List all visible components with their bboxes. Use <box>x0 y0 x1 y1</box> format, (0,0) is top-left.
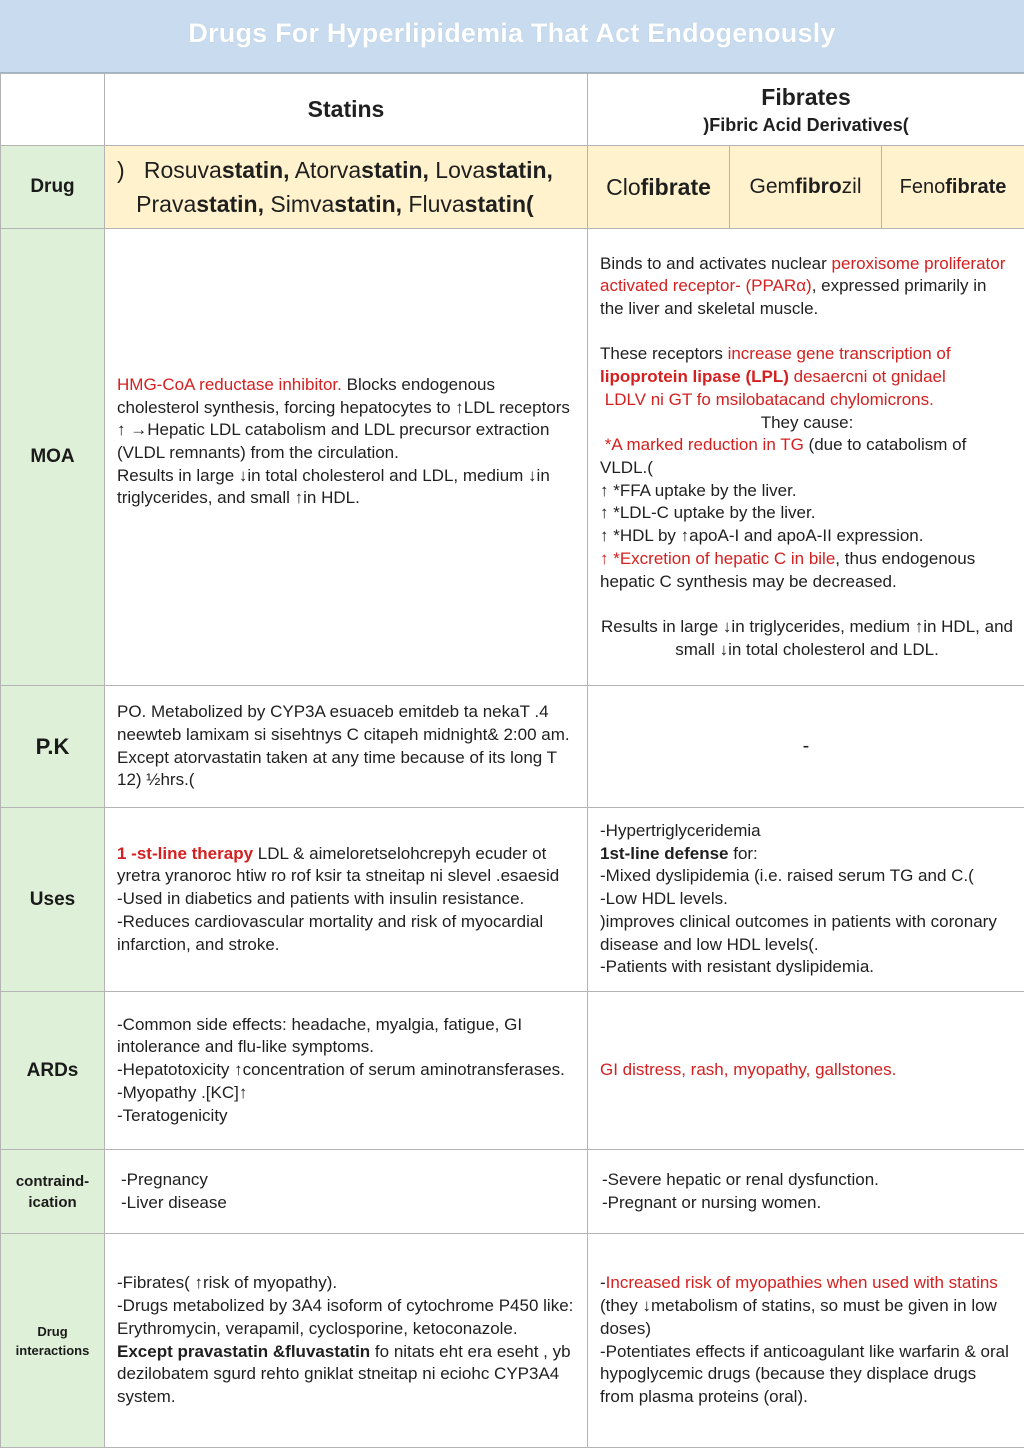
statins-header: Statins <box>105 74 588 146</box>
row-label-ards: ARDs <box>1 992 105 1150</box>
fibrates-title: Fibrates <box>761 83 851 110</box>
title-banner <box>0 0 1024 73</box>
drug-fenofibrate: Fenofibrate <box>882 146 1024 229</box>
ppar-highlight: peroxisome proliferator activated receptor- (PPARα) <box>600 253 1006 296</box>
fibrates-subtitle: )Fibric Acid Derivatives( <box>703 114 909 135</box>
row-label-interactions: Drug interactions <box>1 1234 105 1448</box>
row-label-uses: Uses <box>1 808 105 992</box>
row-label-pk: P.K <box>1 686 105 808</box>
drug-comparison-table <box>0 73 1024 1448</box>
row-label-moa: MOA <box>1 229 105 686</box>
drug-clofibrate: Clofibrate <box>588 146 730 229</box>
lpl-highlight: lipoprotein lipase (LPL) <box>600 367 789 387</box>
first-line-defense: 1st-line defense <box>600 843 729 863</box>
ards-row <box>1 992 1024 1150</box>
interactions-row <box>1 1234 1024 1448</box>
drug-simvastatin: Simvastatin, <box>270 191 403 217</box>
except-pravastatin: Except pravastatin &fluvastatin <box>117 1341 371 1361</box>
fibrates-interactions: -Increased risk of myopathies when used with statins (they ↓metabolism of statins, so must be given in low doses) -Potentiates effects if anticoagulant like warfarin & oral hypoglycemic drugs (because they displace drugs from plasma proteins (oral). <box>588 1234 1024 1448</box>
first-line-highlight: st-line therapy <box>136 843 254 863</box>
moa-row <box>1 229 1024 686</box>
statins-moa-results: Results in large ↓in total cholesterol and LDL, medium ↓in triglycerides, and small ↑in HDL. <box>117 465 550 508</box>
drug-atorvastatin: Atorvastatin, <box>294 157 429 183</box>
contraindication-row <box>1 1150 1024 1234</box>
statins-interactions: -Fibrates( ↑risk of myopathy). -Drugs metabolized by 3A4 isoform of cytochrome P450 like: Erythromycin, verapamil, cyclosporine, ketoconazole. Except pravastatin &fluvastatin fo nitats eht era eseht , yb dezilobatem sgurd rehto gniklat stneitap ni eciohc CYP3A4 system. <box>105 1234 588 1448</box>
myopathy-risk-highlight: Increased risk of myopathies when used with statins <box>605 1273 998 1293</box>
row-label-contraindication: contraind- ication <box>1 1150 105 1234</box>
corner-cell <box>1 74 105 146</box>
statins-drug-names <box>105 146 588 229</box>
drug-gemfibrozil: Gemfibrozil <box>730 146 882 229</box>
drug-pravastatin: Pravastatin, <box>136 191 264 217</box>
statins-contraindication: -Pregnancy -Liver disease <box>105 1150 588 1234</box>
hmg-coa-highlight: HMG-CoA reductase inhibitor. <box>117 374 342 394</box>
fibrates-contraindication: -Severe hepatic or renal dysfunction. -Pregnant or nursing women. <box>588 1150 1024 1234</box>
drug-row <box>1 146 1024 229</box>
header-row <box>1 74 1024 146</box>
pk-row <box>1 686 1024 808</box>
statins-moa: HMG-CoA reductase inhibitor. Blocks endogenous cholesterol synthesis, forcing hepatocytes to ↑LDL receptors ↑ →Hepatic LDL catabolism and LDL precursor extraction (VLDL remnants) from the circulation. Results in large ↓in total cholesterol and LDL, medium ↓in triglycerides, and small ↑in HDL. <box>105 229 588 686</box>
fibrates-moa-results: Results in large ↓in triglycerides, medium ↑in HDL, and small ↓in total cholesterol and LDL. <box>601 616 1013 659</box>
fibrates-header <box>588 74 1024 146</box>
drug-rosuvastatin: Rosuvastatin, <box>143 157 290 183</box>
statins-ards: -Common side effects: headache, myalgia, fatigue, GI intolerance and flu-like symptoms. -Hepatotoxicity ↑concentration of serum aminotransferases. -Myopathy .[KC]↑ -Teratogenicity <box>105 992 588 1150</box>
fibrates-moa: Binds to and activates nuclear peroxisome proliferator activated receptor- (PPARα), expressed primarily in the liver and skeletal muscle. These receptors increase gene transcription of lipoprotein lipase (LPL) desaercni ot gnidael LDLV ni GT fo msilobatacand chylomicrons. They cause: *A marked reduction in TG (due to catabolism of VLDL.( ↑ *FFA uptake by the liver. ↑ *LDL-C uptake by the liver. ↑ *HDL by ↑apoA-I and apoA-II expression. ↑ *Excretion of hepatic C in bile, thus endogenous hepatic C synthesis may be decreased. Results in large ↓in triglycerides, medium ↑in HDL, and small ↓in total cholesterol and LDL. <box>588 229 1024 686</box>
open-paren: ) <box>117 157 125 183</box>
fibrates-ards: GI distress, rash, myopathy, gallstones. <box>588 992 1024 1150</box>
drug-lovastatin: Lovastatin, <box>435 157 553 183</box>
they-cause-label: They cause: <box>760 412 854 432</box>
fibrates-uses: -Hypertriglyceridemia 1st-line defense for: -Mixed dyslipidemia (i.e. raised serum TG and C.( -Low HDL levels. )improves clinical outcomes in patients with coronary disease and low HDL levels(. -Patients with resistant dyslipidemia. <box>588 808 1024 992</box>
uses-row <box>1 808 1024 992</box>
statins-pk: PO. Metabolized by CYP3A esuaceb emitdeb ta nekaT .4 neewteb lamixam si sisehtnys C citapeh midnight& 2:00 am. Except atorvastatin taken at any time because of its long T 12) ½hrs.( <box>105 686 588 808</box>
fibrates-pk: - <box>588 686 1024 808</box>
statins-uses: 1 -st-line therapy LDL & aimeloretselohcrepyh ecuder ot yretra yranoroc htiw ro rof ksir ta stneitap ni slevel .esaesid -Used in diabetics and patients with insulin resistance. -Reduces cardiovascular mortality and risk of myocardial infarction, and stroke. <box>105 808 588 992</box>
drug-fluvastatin: Fluvastatin( <box>408 191 534 217</box>
row-label-drug: Drug <box>1 146 105 229</box>
page-title: Drugs For Hyperlipidemia That Act Endogenously <box>188 18 836 48</box>
